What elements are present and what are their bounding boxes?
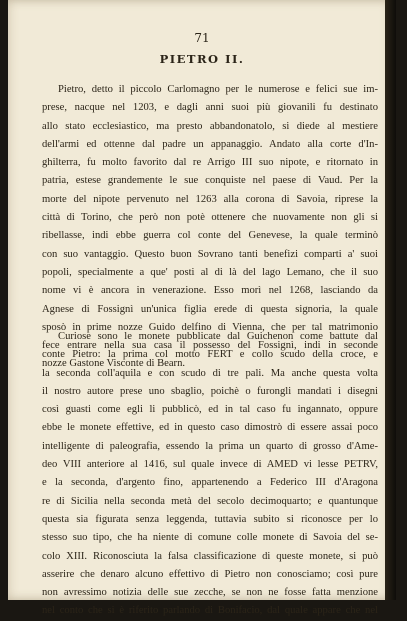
text-line: intelligente di paleografia, essendo la prima un quarto di grosso d'Ame- [42,440,378,452]
text-line: nel conto che si è riferito parlando di Bonifacio, dal quale appare che nel [42,605,378,617]
text-line: re di Sicilia nella seconda metà del secolo decimoquarto; e quantunque [42,495,378,507]
text-line: stesso suo tipo, che ha niente di comune colle monete di Savoia del se- [42,532,378,544]
text-line: ebbe le monete effettive, ed in questo caso dimostrò di essere assai poco [42,422,378,434]
text-line: ribellasse, indi ebbe guerra col conte del Genevese, la quale terminò [42,230,378,242]
text-line: il nostro autore prese uno sbaglio, poichè o furongli mandati i disegni [42,385,378,397]
text-line: Agnese di Fossignì un'unica figlia erede di questa signoria, la quale [42,303,378,315]
book-page [8,0,396,617]
text-line: sposò in prime nozze Guido delfino di Vienna, che per tal matrimonio [42,321,378,333]
text-line: nozze Gastone Visconte di Bearn. [42,358,186,370]
text-line: popoli, specialmente a que' posti al di là del lago Lemano, che il suo [42,266,378,278]
page-edge [385,0,396,600]
text-line: patria, estese grandemente le sue conquiste nel paese di Vaud. Per la [42,175,378,187]
text-line: prese, nacque nel 1203, e dagli anni suoi più giovanili fu destinato [42,102,378,114]
text-line: nome vi è ancora in venerazione. Esso morì nel 1268, lasciando da [42,285,378,297]
text-line: ghilterra, fu molto favorito dal re Arrigo III suo nipote, e ritornato in [42,157,378,169]
text-line: fece entrare nella sua casa il possesso del Fossignì, indi in seconde [42,340,378,352]
text-line: allo stato ecclesiastico, ma presto abbandonatolo, si diede al mestiere [42,120,378,132]
text-line: così guasti come egli li pubblicò, ed in tal caso fu ingannato, oppure [42,404,378,416]
text-line: questa sia figurata senza leggenda, tuttavia subito si riconosce per lo [42,513,378,525]
text-line: città di Torino, che però non potè ottenere che nuovamente non gli si [42,212,378,224]
chapter-title: PIETRO II. [159,52,245,66]
text-line: con suo vantaggio. Questo buon Sovrano tanti benefizi comparti a' suoi [42,248,378,260]
text-line: la seconda coll'aquila e con scudo di tre pali. Ma anche questa volta [42,367,378,379]
paragraph-2 [42,328,378,621]
text-line: deo VIII anteriore al 1416, sul quale invece di AMED vi lesse PETRV, [42,459,378,471]
page-number: 71 [194,31,210,45]
text-line: Curiose sono le monete pubblicate dal Guichenon come battute dal [58,331,378,342]
text-line: colo XIII. Riconosciuta la falsa classificazione di queste monete, si può [42,550,378,562]
text-line: conte Pietro: la prima col motto FERT e collo scudo della croce, e [42,349,378,361]
text-line: morte del nipote pervenuto nel 1263 alla corona di Savoia, riprese la [42,193,378,205]
text-line: dell'armi ed ottenne dal padre un appanaggio. Andato alla corte d'In- [42,138,378,150]
text-line: e la seconda, d'argento fino, appartenendo a Federico III d'Aragona [42,477,378,489]
text-line: non avressimo notizia delle sue zecche, se non ne fosse fatta menzione [42,587,378,599]
text-line: Pietro, detto il piccolo Carlomagno per le numerose e felici sue im- [58,84,378,95]
text-line: asserire che denaro alcuno effettivo di Pietro non conosciamo; così pure [42,568,378,580]
